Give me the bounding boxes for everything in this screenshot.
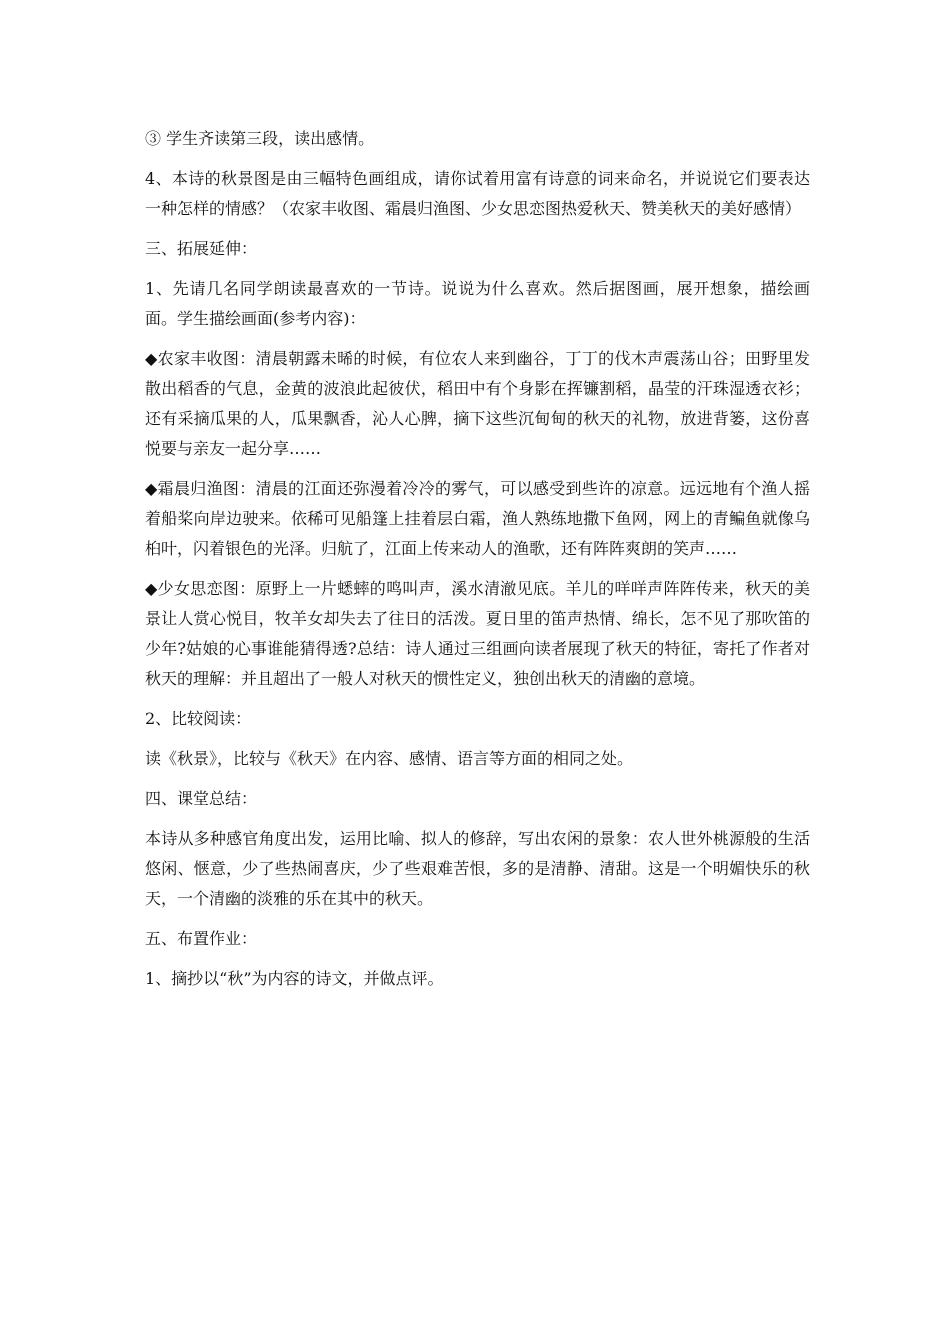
comparative-reading-heading: 2、比较阅读：: [145, 709, 252, 728]
fishing-scene-paragraph: ◆霜晨归渔图：清晨的江面还弥漫着冷冷的雾气，可以感受到些许的凉意。远远地有个渔人摇着船桨向岸边驶来。依稀可见船篷上挂着层白霜，渔人熟练地撒下鱼网，网上的青鳊鱼就像乌桕叶，闪着银色的光泽。归航了，江面上传来动人的渔歌，还有阵阵爽朗的笑声……: [145, 479, 810, 558]
section-heading-homework: 五、布置作业：: [145, 929, 258, 948]
comparative-reading-text: 读《秋景》，比较与《秋天》在内容、感情、语言等方面的相同之处。: [145, 749, 634, 768]
document-body: [145, 124, 810, 1004]
question-four: 4、本诗的秋景图是由三幅特色画组成，请你试着用富有诗意的词来命名，并说说它们要表达一种怎样的情感？（农家丰收图、霜晨归渔图、少女思恋图热爱秋天、赞美秋天的美好感情）: [145, 169, 810, 218]
summary-paragraph: 本诗从多种感官角度出发，运用比喻、拟人的修辞，写出农闲的景象：农人世外桃源般的生活悠闲、惬意，少了些热闹喜庆，少了些艰难苦恨，多的是清静、清甜。这是一个明媚快乐的秋天，一个清幽的淡雅的乐在其中的秋天。: [145, 829, 810, 908]
maiden-scene-paragraph: ◆少女思恋图：原野上一片蟋蟀的鸣叫声，溪水清澈见底。羊儿的咩咩声阵阵传来，秋天的美景让人赏心悦目，牧羊女却失去了往日的活泼。夏日里的笛声热情、绵长，怎不见了那吹笛的少年?姑娘的心事谁能猜得透?总结：诗人通过三组画向读者展现了秋天的特征，寄托了作者对秋天的理解：并且超出了一般人对秋天的惯性定义，独创出秋天的清幽的意境。: [145, 579, 810, 688]
section-heading-extension: 三、拓展延伸：: [145, 239, 258, 258]
extension-item-one: 1、先请几名同学朗读最喜欢的一节诗。说说为什么喜欢。然后据图画，展开想象，描绘画面。学生描绘画面(参考内容)：: [145, 279, 810, 328]
homework-item-one: 1、摘抄以“秋”为内容的诗文，并做点评。: [145, 969, 444, 988]
step-three-reading: ③ 学生齐读第三段，读出感情。: [145, 129, 375, 148]
section-heading-summary: 四、课堂总结：: [145, 789, 258, 808]
harvest-scene-paragraph: ◆农家丰收图：清晨朝露未晞的时候，有位农人来到幽谷，丁丁的伐木声震荡山谷；田野里发散出稻香的气息，金黄的波浪此起彼伏，稻田中有个身影在挥镰割稻，晶莹的汗珠湿透衣衫；还有采摘瓜果的人，瓜果飘香，沁人心脾，摘下这些沉甸甸的秋天的礼物，放进背篓，这份喜悦要与亲友一起分享……: [145, 349, 810, 458]
